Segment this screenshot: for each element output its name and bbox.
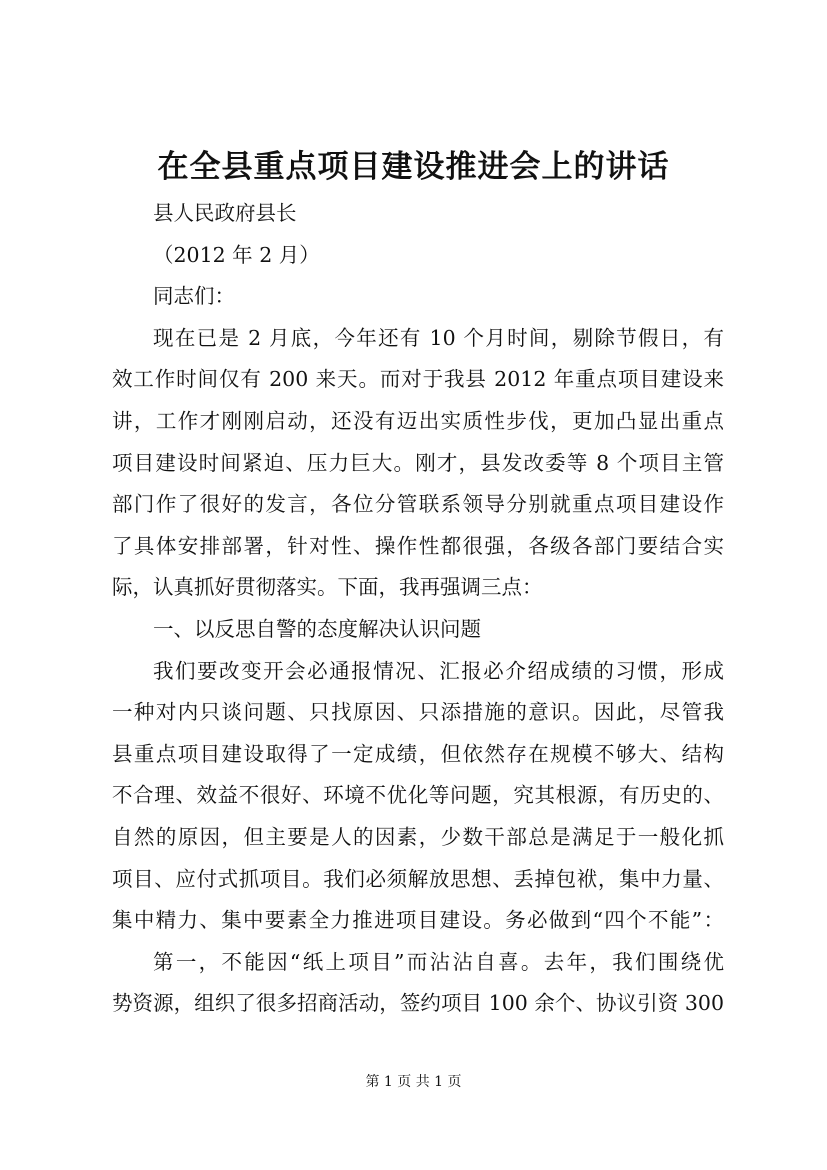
salutation-line: 同志们： <box>153 284 235 309</box>
paragraph-line: 讲，工作才刚刚启动，还没有迈出实质性步伐，更加凸显出重点 <box>112 408 724 433</box>
paragraph-line: 一种对内只谈问题、只找原因、只添措施的意识。因此，尽管我 <box>112 700 724 725</box>
paragraph-line: 县重点项目建设取得了一定成绩，但依然存在规模不够大、结构 <box>112 741 724 766</box>
paragraph-line: 集中精力、集中要素全力推进项目建设。务必做到“四个不能”： <box>112 908 724 933</box>
paragraph-line: 效工作时间仅有 200 来天。而对于我县 2012 年重点项目建设来 <box>112 367 724 392</box>
paragraph-line: 不合理、效益不很好、环境不优化等问题，究其根源，有历史的、 <box>112 783 724 808</box>
paragraph-line: 势资源，组织了很多招商活动，签约项目 100 余个、协议引资 300 <box>112 991 724 1016</box>
section-heading: 一、以反思自警的态度解决认识问题 <box>153 616 481 641</box>
paragraph-line: 我们要改变开会必通报情况、汇报必介绍成绩的习惯，形成 <box>153 658 724 683</box>
paragraph-line: 项目建设时间紧迫、压力巨大。刚才，县发改委等 8 个项目主管 <box>112 450 724 475</box>
paragraph-line: 际，认真抓好贯彻落实。下面，我再强调三点： <box>112 575 543 600</box>
paragraph-line: 了具体安排部署，针对性、操作性都很强，各级各部门要结合实 <box>112 533 724 558</box>
paragraph-line: 现在已是 2 月底，今年还有 10 个月时间，剔除节假日，有 <box>153 325 724 350</box>
author-line: 县人民政府县长 <box>153 201 297 225</box>
document-title: 在全县重点项目建设推进会上的讲话 <box>157 149 670 185</box>
page-footer: 第 1 页 共 1 页 <box>365 1074 462 1090</box>
paragraph-line: 项目、应付式抓项目。我们必须解放思想、丢掉包袱，集中力量、 <box>112 866 724 891</box>
date-line: （2012 年 2 月） <box>153 242 320 267</box>
document-body <box>112 193 724 1025</box>
paragraph-line: 第一，不能因“纸上项目”而沾沾自喜。去年，我们围绕优 <box>153 949 724 974</box>
paragraph-line: 自然的原因，但主要是人的因素，少数干部总是满足于一般化抓 <box>112 824 724 849</box>
paragraph-line: 部门作了很好的发言，各位分管联系领导分别就重点项目建设作 <box>112 492 724 517</box>
